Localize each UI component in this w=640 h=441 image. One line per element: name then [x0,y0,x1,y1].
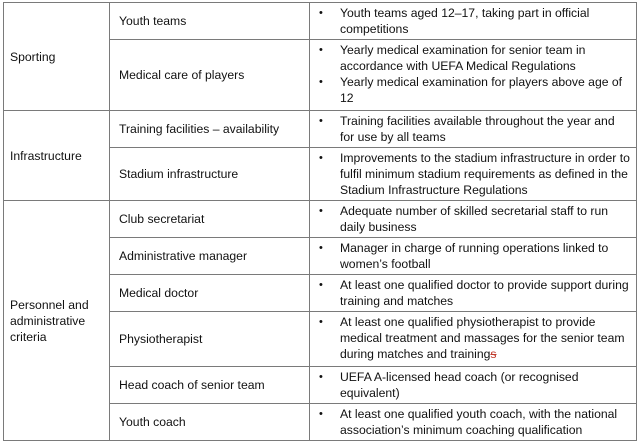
item-cell: Training facilities – availability [110,111,310,148]
struck-character: s [490,347,497,361]
requirement-cell [310,312,637,367]
list-item: • Yearly medical examination for senior team in accordance with UEFA Medical Regulations [319,43,586,73]
list-item: • Training facilities available throughout the year and for use by all teams [319,114,615,144]
item-cell: Youth teams [110,3,310,40]
requirement-cell [310,40,637,111]
list-item: • Yearly medical examination for players above age of 12 [319,75,623,105]
bullet-icon: • [319,115,323,127]
item-cell: Physiotherapist [110,312,310,367]
table-row [4,111,637,148]
category-cell: Infrastructure [4,111,110,201]
table-row [4,3,637,40]
category-cell: Sporting [4,3,110,111]
bullet-icon: • [319,279,323,291]
licensing-criteria-table [3,2,637,441]
list-item: • At least one qualified doctor to provide support during training and matches [319,278,629,308]
requirement-cell [310,275,637,312]
item-cell: Stadium infrastructure [110,148,310,201]
item-cell: Head coach of senior team [110,367,310,404]
requirement-cell [310,404,637,441]
bullet-icon: • [319,76,323,88]
bullet-icon: • [319,371,323,383]
item-cell: Administrative manager [110,238,310,275]
list-item: • Adequate number of skilled secretarial staff to run daily business [319,204,609,234]
item-cell: Medical care of players [110,40,310,111]
list-item: • At least one qualified physiotherapist to provide medical treatment and massages for the senior team during matches and trainings [319,315,625,361]
bullet-icon: • [319,242,323,254]
item-cell: Club secretariat [110,201,310,238]
list-item: • Improvements to the stadium infrastructure in order to fulfil minimum stadium requirements as defined in the Stadium Infrastructure Regulations [319,151,630,197]
list-item: • Manager in charge of running operations linked to women’s football [319,241,609,271]
requirement-cell [310,111,637,148]
requirement-cell [310,238,637,275]
requirement-cell [310,367,637,404]
list-item: • Youth teams aged 12–17, taking part in official competitions [319,6,590,36]
bullet-icon: • [319,7,323,19]
bullet-icon: • [319,44,323,56]
requirement-cell [310,3,637,40]
bullet-icon: • [319,316,323,328]
item-cell: Youth coach [110,404,310,441]
requirement-cell [310,148,637,201]
table-row [4,201,637,238]
bullet-icon: • [319,205,323,217]
bullet-icon: • [319,408,323,420]
item-cell: Medical doctor [110,275,310,312]
requirement-cell [310,201,637,238]
category-cell: Personnel and administrative criteria [4,201,110,441]
list-item: • At least one qualified youth coach, with the national association’s minimum coaching qualification [319,407,618,437]
list-item: • UEFA A-licensed head coach (or recognised equivalent) [319,370,579,400]
bullet-icon: • [319,152,323,164]
